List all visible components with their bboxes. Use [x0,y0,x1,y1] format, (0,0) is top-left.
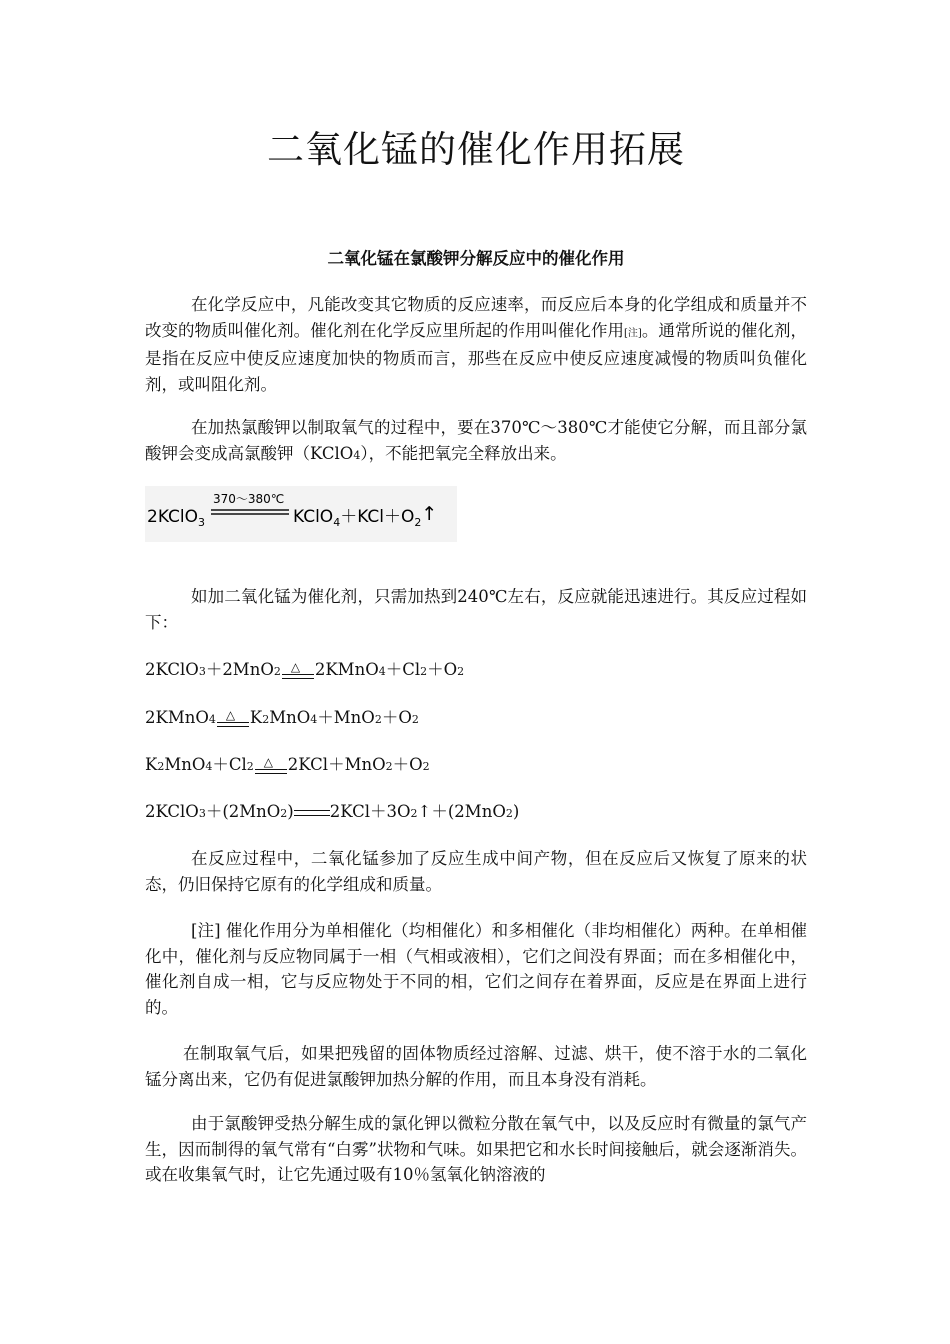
paragraph-mno2-catalyst: 如加二氧化锰为催化剂，只需加热到240℃左右，反应就能迅速进行。其反应过程如下： [145,587,807,632]
heat-condition: △ [255,756,287,776]
reaction-formula-svg [145,486,457,542]
product-formula: $KClO_4+KCl+O_2↑$ [293,503,438,529]
equation-2: 2KMnO4 △ K2MnO4＋MnO2＋O2 [145,707,419,727]
paragraph-catalyst-definition [145,292,807,397]
text-run: 在化学反应中，凡能改变其它物质的反应速率，而反应后本身的化学组成和质量并不改变的物质叫催化剂。催化剂在化学反应里所起的作用叫催化作用 [145,295,807,340]
section-heading: 二氧化锰在氯酸钾分解反应中的催化作用 [327,249,625,268]
paragraph-recovery: 在制取氧气后，如果把残留的固体物质经过溶解、过滤、烘干，使不溶于水的二氧化锰分离出来，它仍有促进氯酸钾加热分解的作用，而且本身没有消耗。 [145,1044,807,1089]
reaction-condition: 370～380℃ [213,492,285,506]
reaction-formula-image [145,486,457,542]
page-title: 二氧化锰的催化作用拓展 [267,128,685,171]
paragraph-intermediate-product: 在反应过程中，二氧化锰参加了反应生成中间产物，但在反应后又恢复了原来的状态，仍旧保持它原有的化学组成和质量。 [145,849,807,894]
paragraph-white-fog: 由于氯酸钾受热分解生成的氯化钾以微粒分散在氧气中，以及反应时有微量的氯气产生，因而制得的氧气常有“白雾”状物和气味。如果把它和水长时间接触后，就会逐渐消失。或在收集氧气时，让它先通过吸有10％氢氧化钠溶液的 [145,1114,807,1184]
subscript: 4 [353,448,361,462]
paragraph-note: [注] 催化作用分为单相催化（均相催化）和多相催化（非均相催化）两种。在单相催化中，催化剂与反应物同属于一相（气相或液相），它们之间没有界面；而在多相催化中，催化剂自成一相，它与反应物处于不同的相，它们之间存在着界面，反应是在界面上进行的。 [145,921,807,1017]
note-reference: [注] [624,327,642,339]
text-run: ），不能把氧完全释放出来。 [360,443,567,463]
heat-condition: △ [282,661,314,681]
text-run: 在加热氯酸钾以制取氧气的过程中，要在370℃～380℃才能使它分解，而且部分氯酸钾会变成高氯酸钾（KClO [145,418,807,463]
text-run: 。通常所说的催化剂，是指在反应中使反应速度加快的物质而言，那些在反应中使反应速度减慢的物质叫负催化剂，或叫阻化剂。 [145,320,808,394]
heat-condition: △ [217,709,249,729]
equation-3: K2MnO4＋Cl2 △ 2KCl＋MnO2＋O2 [145,754,430,774]
equation-1: 2KClO3＋2MnO2 △ 2KMnO4＋Cl2＋O2 [145,659,465,679]
equals-sign [294,808,330,818]
equation-4: 2KClO3＋(2MnO2) 2KCl＋3O2↑＋(2MnO2) [145,802,520,821]
paragraph-heating-kclo3 [145,415,807,468]
reactant-formula: 2KClO$_3$ [147,507,206,529]
